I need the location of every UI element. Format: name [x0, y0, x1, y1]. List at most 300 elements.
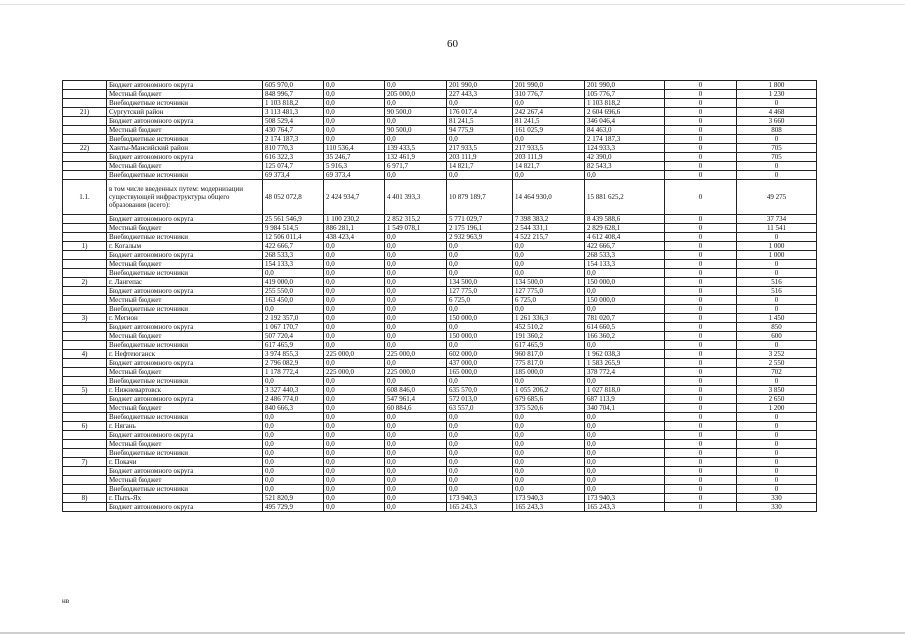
value-cell: 150 000,0	[585, 296, 665, 305]
value-cell: 1 027 818,0	[585, 386, 665, 395]
row-label-cell: Бюджет автономного округа	[107, 359, 263, 368]
row-index-cell: 6)	[63, 422, 107, 431]
value-cell: 0,0	[513, 135, 585, 144]
table-row	[63, 117, 817, 126]
value-cell: 0,0	[385, 117, 447, 126]
value-cell: 185 000,0	[513, 368, 585, 377]
table-row	[63, 242, 817, 251]
value-cell: 0,0	[263, 467, 324, 476]
value-cell: 0,0	[324, 386, 385, 395]
row-index-cell	[63, 251, 107, 260]
value-cell: 165 243,3	[513, 503, 585, 512]
table-row	[63, 135, 817, 144]
table-row	[63, 314, 817, 323]
value-cell: 0,0	[385, 171, 447, 180]
value-cell: 0	[737, 467, 817, 476]
value-cell: 0,0	[447, 305, 513, 314]
row-index-cell: 22)	[63, 144, 107, 153]
row-label-cell: Бюджет автономного округа	[107, 153, 263, 162]
row-index-cell	[63, 332, 107, 341]
value-cell: 0,0	[513, 377, 585, 386]
row-index-cell: 1)	[63, 242, 107, 251]
value-cell: 5 771 029,7	[447, 215, 513, 224]
value-cell: 63 557,0	[447, 404, 513, 413]
value-cell: 0	[665, 359, 737, 368]
value-cell: 1 800	[737, 81, 817, 90]
value-cell: 3 113 481,3	[263, 108, 324, 117]
value-cell: 775 817,0	[513, 359, 585, 368]
row-label-cell: г. Мегион	[107, 314, 263, 323]
value-cell: 139 433,5	[385, 144, 447, 153]
table-row	[63, 449, 817, 458]
value-cell: 14 821,7	[513, 162, 585, 171]
value-cell: 0,0	[513, 260, 585, 269]
value-cell: 12 506 011,4	[263, 233, 324, 242]
row-index-cell	[63, 269, 107, 278]
value-cell: 3 252	[737, 350, 817, 359]
value-cell: 0,0	[263, 269, 324, 278]
table-row	[63, 215, 817, 224]
value-cell: 0	[737, 305, 817, 314]
value-cell: 0	[665, 81, 737, 90]
value-cell: 0	[665, 377, 737, 386]
value-cell: 0,0	[585, 341, 665, 350]
value-cell: 0	[737, 485, 817, 494]
value-cell: 602 000,0	[447, 350, 513, 359]
value-cell: 0,0	[324, 503, 385, 512]
value-cell: 35 246,7	[324, 153, 385, 162]
value-cell: 1 100 230,2	[324, 215, 385, 224]
value-cell: 521 820,9	[263, 494, 324, 503]
value-cell: 702	[737, 368, 817, 377]
value-cell: 173 940,3	[447, 494, 513, 503]
value-cell: 0,0	[585, 485, 665, 494]
table-row	[63, 278, 817, 287]
value-cell: 0	[665, 422, 737, 431]
table-row	[63, 368, 817, 377]
row-label-cell: Местный бюджет	[107, 224, 263, 233]
value-cell: 0,0	[513, 305, 585, 314]
row-label-cell: Местный бюджет	[107, 260, 263, 269]
row-index-cell	[63, 377, 107, 386]
row-label-cell: Местный бюджет	[107, 440, 263, 449]
value-cell: 0,0	[324, 81, 385, 90]
value-cell: 0,0	[324, 296, 385, 305]
value-cell: 7 398 383,2	[513, 215, 585, 224]
scan-edge-bottom	[0, 632, 905, 634]
value-cell: 48 052 072,8	[263, 180, 324, 215]
value-cell: 0	[737, 341, 817, 350]
value-cell: 165 243,3	[585, 503, 665, 512]
value-cell: 0,0	[447, 242, 513, 251]
value-cell: 346 046,4	[585, 117, 665, 126]
value-cell: 0	[665, 494, 737, 503]
value-cell: 15 881 625,2	[585, 180, 665, 215]
table-row	[63, 260, 817, 269]
value-cell: 2 486 774,0	[263, 395, 324, 404]
value-cell: 0	[737, 449, 817, 458]
value-cell: 614 660,5	[585, 323, 665, 332]
row-index-cell	[63, 431, 107, 440]
table-row	[63, 296, 817, 305]
value-cell: 0,0	[385, 233, 447, 242]
value-cell: 5 916,3	[324, 162, 385, 171]
value-cell: 687 113,9	[585, 395, 665, 404]
value-cell: 0	[665, 305, 737, 314]
value-cell: 850	[737, 323, 817, 332]
value-cell: 0,0	[385, 278, 447, 287]
value-cell: 0,0	[385, 431, 447, 440]
value-cell: 0	[737, 440, 817, 449]
value-cell: 0,0	[324, 341, 385, 350]
value-cell: 0,0	[585, 449, 665, 458]
value-cell: 0,0	[385, 323, 447, 332]
value-cell: 0,0	[513, 413, 585, 422]
value-cell: 60 884,6	[385, 404, 447, 413]
value-cell: 4 468	[737, 108, 817, 117]
value-cell: 124 933,3	[585, 144, 665, 153]
row-label-cell: г. Пыть-Ях	[107, 494, 263, 503]
row-index-cell	[63, 126, 107, 135]
value-cell: 6 725,0	[513, 296, 585, 305]
value-cell: 507 720,4	[263, 332, 324, 341]
value-cell: 419 000,0	[263, 278, 324, 287]
table-row	[63, 233, 817, 242]
table-row	[63, 162, 817, 171]
value-cell: 0,0	[385, 81, 447, 90]
value-cell: 0,0	[513, 467, 585, 476]
value-cell: 0,0	[513, 476, 585, 485]
value-cell: 3 850	[737, 386, 817, 395]
value-cell: 0,0	[324, 314, 385, 323]
table-row	[63, 126, 817, 135]
value-cell: 0	[665, 368, 737, 377]
value-cell: 2 550	[737, 359, 817, 368]
value-cell: 1 200	[737, 404, 817, 413]
table-row	[63, 305, 817, 314]
value-cell: 0,0	[324, 377, 385, 386]
value-cell: 1 583 265,9	[585, 359, 665, 368]
value-cell: 173 940,3	[585, 494, 665, 503]
value-cell: 1 230	[737, 90, 817, 99]
row-label-cell: Бюджет автономного округа	[107, 81, 263, 90]
value-cell: 1 055 206,2	[513, 386, 585, 395]
value-cell: 125 074,7	[263, 162, 324, 171]
row-label-cell: Бюджет автономного округа	[107, 395, 263, 404]
value-cell: 3 327 440,3	[263, 386, 324, 395]
row-index-cell: 5)	[63, 386, 107, 395]
value-cell: 0	[665, 395, 737, 404]
value-cell: 0,0	[324, 305, 385, 314]
value-cell: 0	[665, 135, 737, 144]
value-cell: 110 536,4	[324, 144, 385, 153]
value-cell: 2 852 315,2	[385, 215, 447, 224]
value-cell: 0,0	[324, 90, 385, 99]
value-cell: 0,0	[447, 449, 513, 458]
table-row	[63, 144, 817, 153]
value-cell: 0,0	[447, 341, 513, 350]
value-cell: 0,0	[513, 242, 585, 251]
value-cell: 310 776,7	[513, 90, 585, 99]
row-index-cell	[63, 233, 107, 242]
table-row	[63, 431, 817, 440]
row-label-cell: Внебюджетные источники	[107, 233, 263, 242]
value-cell: 94 775,9	[447, 126, 513, 135]
value-cell: 0,0	[263, 440, 324, 449]
value-cell: 0	[737, 413, 817, 422]
value-cell: 0	[665, 162, 737, 171]
value-cell: 0	[665, 458, 737, 467]
value-cell: 0,0	[513, 269, 585, 278]
value-cell: 0	[665, 476, 737, 485]
value-cell: 0	[665, 323, 737, 332]
value-cell: 0	[665, 404, 737, 413]
row-label-cell: Местный бюджет	[107, 162, 263, 171]
value-cell: 0,0	[385, 359, 447, 368]
table-row	[63, 395, 817, 404]
value-cell: 0,0	[263, 458, 324, 467]
value-cell: 0,0	[513, 251, 585, 260]
value-cell: 4 612 408,4	[585, 233, 665, 242]
table-row	[63, 81, 817, 90]
value-cell: 0	[665, 144, 737, 153]
row-index-cell	[63, 215, 107, 224]
value-cell: 0,0	[324, 117, 385, 126]
row-index-cell: 3)	[63, 314, 107, 323]
value-cell: 217 933,5	[447, 144, 513, 153]
value-cell: 0,0	[447, 440, 513, 449]
value-cell: 225 000,0	[385, 368, 447, 377]
value-cell: 0	[737, 162, 817, 171]
value-cell: 0	[737, 99, 817, 108]
value-cell: 0	[665, 467, 737, 476]
value-cell: 2 174 187,3	[585, 135, 665, 144]
value-cell: 81 241,5	[513, 117, 585, 126]
value-cell: 2 932 963,9	[447, 233, 513, 242]
row-index-cell	[63, 413, 107, 422]
value-cell: 227 443,3	[447, 90, 513, 99]
value-cell: 0,0	[385, 458, 447, 467]
value-cell: 330	[737, 494, 817, 503]
value-cell: 0	[665, 278, 737, 287]
value-cell: 37 734	[737, 215, 817, 224]
table-row	[63, 467, 817, 476]
value-cell: 0,0	[585, 171, 665, 180]
value-cell: 0,0	[447, 251, 513, 260]
value-cell: 848 996,7	[263, 90, 324, 99]
value-cell: 176 017,4	[447, 108, 513, 117]
value-cell: 616 322,3	[263, 153, 324, 162]
row-label-cell: г. Лангепас	[107, 278, 263, 287]
value-cell: 0,0	[513, 440, 585, 449]
value-cell: 0,0	[385, 242, 447, 251]
value-cell: 0	[665, 99, 737, 108]
value-cell: 225 000,0	[324, 350, 385, 359]
value-cell: 781 020,7	[585, 314, 665, 323]
value-cell: 0,0	[385, 440, 447, 449]
value-cell: 3 660	[737, 117, 817, 126]
value-cell: 0,0	[324, 287, 385, 296]
row-index-cell	[63, 99, 107, 108]
value-cell: 0,0	[385, 269, 447, 278]
value-cell: 0,0	[513, 449, 585, 458]
value-cell: 0,0	[385, 341, 447, 350]
row-index-cell	[63, 81, 107, 90]
value-cell: 0,0	[324, 395, 385, 404]
value-cell: 0,0	[513, 171, 585, 180]
value-cell: 9 984 514,5	[263, 224, 324, 233]
value-cell: 0	[665, 153, 737, 162]
value-cell: 2 174 187,3	[263, 135, 324, 144]
value-cell: 438 423,4	[324, 233, 385, 242]
value-cell: 0,0	[263, 413, 324, 422]
row-label-cell: Бюджет автономного округа	[107, 323, 263, 332]
value-cell: 0	[737, 260, 817, 269]
value-cell: 69 373,4	[263, 171, 324, 180]
value-cell: 6 725,0	[447, 296, 513, 305]
value-cell: 0,0	[263, 377, 324, 386]
value-cell: 191 360,2	[513, 332, 585, 341]
value-cell: 134 500,0	[513, 278, 585, 287]
value-cell: 2 424 934,7	[324, 180, 385, 215]
table-row	[63, 341, 817, 350]
value-cell: 0,0	[447, 413, 513, 422]
row-label-cell: Внебюджетные источники	[107, 135, 263, 144]
value-cell: 0,0	[324, 126, 385, 135]
row-label-cell: г. Нижневартовск	[107, 386, 263, 395]
value-cell: 154 133,3	[263, 260, 324, 269]
value-cell: 2 650	[737, 395, 817, 404]
value-cell: 4 522 215,7	[513, 233, 585, 242]
value-cell: 0	[665, 269, 737, 278]
value-cell: 0,0	[385, 287, 447, 296]
table-row	[63, 108, 817, 117]
value-cell: 0	[737, 233, 817, 242]
value-cell: 0	[665, 314, 737, 323]
value-cell: 0	[737, 296, 817, 305]
footer-mark: нв	[62, 597, 70, 605]
value-cell: 0	[737, 269, 817, 278]
row-index-cell: 21)	[63, 108, 107, 117]
table-row	[63, 287, 817, 296]
row-label-cell: Местный бюджет	[107, 476, 263, 485]
value-cell: 0,0	[385, 260, 447, 269]
value-cell: 11 541	[737, 224, 817, 233]
value-cell: 516	[737, 278, 817, 287]
value-cell: 268 533,3	[263, 251, 324, 260]
value-cell: 0	[737, 135, 817, 144]
value-cell: 0	[665, 332, 737, 341]
value-cell: 201 990,0	[585, 81, 665, 90]
value-cell: 0,0	[385, 305, 447, 314]
table-row	[63, 458, 817, 467]
value-cell: 0,0	[385, 314, 447, 323]
value-cell: 2 829 628,1	[585, 224, 665, 233]
value-cell: 0	[665, 180, 737, 215]
value-cell: 0,0	[385, 449, 447, 458]
value-cell: 14 464 930,0	[513, 180, 585, 215]
value-cell: 163 450,0	[263, 296, 324, 305]
value-cell: 82 543,3	[585, 162, 665, 171]
table-row	[63, 332, 817, 341]
value-cell: 0,0	[324, 269, 385, 278]
value-cell: 0,0	[585, 422, 665, 431]
row-index-cell	[63, 368, 107, 377]
value-cell: 0,0	[585, 476, 665, 485]
table-row	[63, 413, 817, 422]
row-label-cell: Местный бюджет	[107, 90, 263, 99]
value-cell: 608 846,0	[385, 386, 447, 395]
value-cell: 0,0	[447, 458, 513, 467]
value-cell: 0,0	[385, 467, 447, 476]
row-label-cell: Бюджет автономного округа	[107, 431, 263, 440]
row-label-cell: Бюджет автономного округа	[107, 251, 263, 260]
row-index-cell	[63, 359, 107, 368]
value-cell: 25 561 546,9	[263, 215, 324, 224]
value-cell: 340 704,1	[585, 404, 665, 413]
value-cell: 452 510,2	[513, 323, 585, 332]
value-cell: 437 000,0	[447, 359, 513, 368]
value-cell: 0,0	[263, 422, 324, 431]
value-cell: 1 261 336,3	[513, 314, 585, 323]
value-cell: 0,0	[324, 135, 385, 144]
value-cell: 0,0	[513, 431, 585, 440]
value-cell: 69 373,4	[324, 171, 385, 180]
value-cell: 0,0	[585, 413, 665, 422]
scan-edge-top	[0, 4, 905, 5]
value-cell: 42 390,0	[585, 153, 665, 162]
value-cell: 0	[665, 440, 737, 449]
value-cell: 495 729,9	[263, 503, 324, 512]
value-cell: 572 013,0	[447, 395, 513, 404]
value-cell: 0	[665, 260, 737, 269]
value-cell: 0,0	[447, 171, 513, 180]
value-cell: 2 192 357,0	[263, 314, 324, 323]
value-cell: 0	[737, 431, 817, 440]
value-cell: 0,0	[324, 494, 385, 503]
value-cell: 0	[665, 503, 737, 512]
row-label-cell: Сургутский район	[107, 108, 263, 117]
value-cell: 508 529,4	[263, 117, 324, 126]
value-cell: 0,0	[385, 296, 447, 305]
value-cell: 49 275	[737, 180, 817, 215]
row-index-cell: 1.1.	[63, 180, 107, 215]
value-cell: 81 241,5	[447, 117, 513, 126]
value-cell: 0,0	[513, 458, 585, 467]
value-cell: 0,0	[447, 422, 513, 431]
budget-table-body	[63, 81, 817, 512]
row-label-cell: Ханты-Мансийский район	[107, 144, 263, 153]
value-cell: 8 439 588,6	[585, 215, 665, 224]
table-row	[63, 180, 817, 215]
page-number: 60	[447, 38, 458, 50]
table-row	[63, 494, 817, 503]
value-cell: 14 821,7	[447, 162, 513, 171]
value-cell: 0	[665, 449, 737, 458]
row-index-cell	[63, 153, 107, 162]
value-cell: 0	[665, 287, 737, 296]
table-row	[63, 269, 817, 278]
value-cell: 132 461,9	[385, 153, 447, 162]
value-cell: 90 500,0	[385, 126, 447, 135]
value-cell: 255 550,0	[263, 287, 324, 296]
value-cell: 0,0	[385, 99, 447, 108]
value-cell: 134 500,0	[447, 278, 513, 287]
row-index-cell	[63, 485, 107, 494]
value-cell: 225 000,0	[385, 350, 447, 359]
row-label-cell: Внебюджетные источники	[107, 413, 263, 422]
value-cell: 840 666,3	[263, 404, 324, 413]
